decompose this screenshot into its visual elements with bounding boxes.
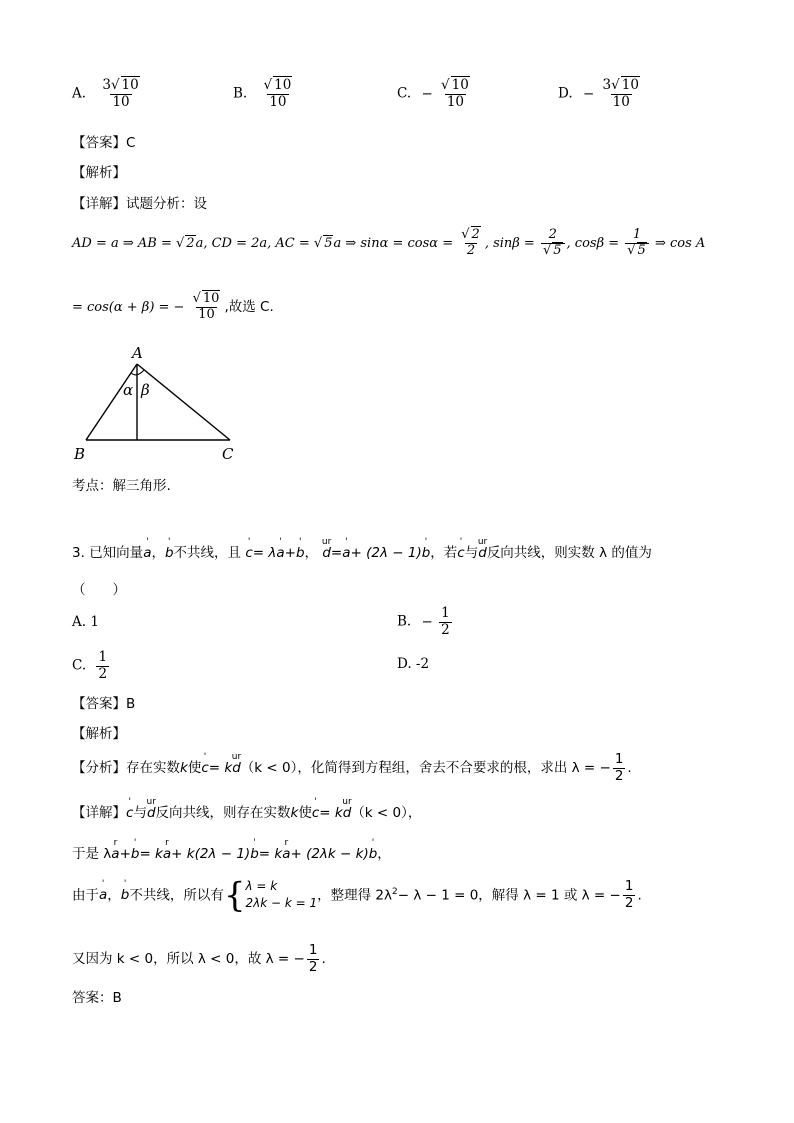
q3-option-a: A. 1 bbox=[72, 614, 99, 630]
q2-detail: 【详解】试题分析：设 bbox=[72, 196, 207, 212]
q2-option-c-fraction: $\frac{√ 10}{10}$ bbox=[441, 77, 469, 110]
side-ab bbox=[86, 364, 137, 440]
side-ac bbox=[137, 364, 230, 440]
q3-final-answer: 答案：B bbox=[72, 990, 122, 1006]
vertex-b-label: B bbox=[74, 445, 86, 463]
angle-beta-label: β bbox=[141, 381, 150, 399]
q3-line-youyin: 又因为 k < 0，所以 λ < 0，故 λ = − $\frac{1}{2}$ . bbox=[72, 942, 326, 975]
answer-label: 【答案】 bbox=[72, 135, 126, 151]
answer-value: C bbox=[126, 135, 136, 151]
q2-option-d: D. − $\frac{3√ 10}{10}$ bbox=[558, 78, 644, 110]
q2-option-b: B. $\frac{√ 10}{10}$ bbox=[233, 78, 296, 110]
q2-option-a-fraction: $\frac{3√ 10}{10}$ bbox=[102, 77, 139, 110]
q3-option-d: D. -2 bbox=[397, 656, 430, 672]
q2-option-b-fraction: $\frac{√ 10}{10}$ bbox=[263, 77, 292, 110]
q3-line-yushi: 于是 λ r a+ ' b= k r a+ k(2λ − 1) ' b= k r a+ (2λk − k) ' b， bbox=[72, 838, 391, 862]
system-brace: { bbox=[223, 875, 246, 916]
q3-option-c: C. $\frac{1}{2}$ bbox=[72, 649, 108, 682]
q3-stem: 3. 已知向量 ' a， ' b不共线，且 ' c= λ ' a+ ' b， ur d= ' a+ (2λ − 1) ' b，若 ' c与 ur d反向共线，则实数 λ 的值为 bbox=[72, 537, 652, 561]
q2-option-a: A. $\frac{3√ 10}{10}$ bbox=[72, 78, 144, 110]
q3-line-youyu: 由于 ' a， ' b不共线，所以有{ λ = k 2λk − k = 1 ，整理得 $2\lambda^2- \lambda - 1 = 0$，解得 λ = 1 或 λ = − $\frac{1}{2}$ . bbox=[72, 875, 642, 916]
q3-option-b: B. − $\frac{1}{2}$ bbox=[397, 605, 450, 638]
q2-option-c: C. − $\frac{√ 10}{10}$ bbox=[397, 78, 474, 110]
triangle-figure bbox=[70, 342, 250, 464]
q2-analysis-label: 【解析】 bbox=[72, 165, 126, 181]
vertex-c-label: C bbox=[222, 445, 234, 463]
q3-analysis-label: 【解析】 bbox=[72, 726, 126, 742]
equation-system: λ = k 2λk − k = 1 bbox=[245, 879, 318, 911]
q3-answer: 【答案】B bbox=[72, 696, 136, 712]
q3-detail: 【详解】 ' c与 ur d反向共线，则存在实数k使 ' c= k ur d（k < 0）， bbox=[72, 797, 422, 821]
vertex-a-label: A bbox=[132, 344, 143, 362]
q2-topic: 考点：解三角形. bbox=[72, 478, 171, 494]
q2-formula-line-2: = cos(α + β) = − $\frac{√ 10}{10}$ ,故选 C. bbox=[72, 291, 274, 322]
angle-alpha-label: α bbox=[123, 381, 134, 399]
q2-formula-line-1: AD = a ⇒ AB = √ 2a, CD = 2a, AC = √ 5a ⇒ sinα = cosα = $\frac{√ 2}{2}$ , sinβ = $\frac{2}{√ 5}$ , cosβ = $\frac{1}{√ 5}$ ⇒ cos A bbox=[72, 227, 706, 258]
q2-answer bbox=[72, 131, 135, 151]
q2-option-d-fraction: $\frac{3√ 10}{10}$ bbox=[602, 77, 639, 110]
q3-paren: （ ） bbox=[72, 582, 126, 598]
q3-fenxi: 【分析】存在实数k使 ' c= k ur d（k < 0），化简得到方程组，舍去不合要求的根，求出 λ = − $\frac{1}{2}$ . bbox=[72, 751, 632, 784]
